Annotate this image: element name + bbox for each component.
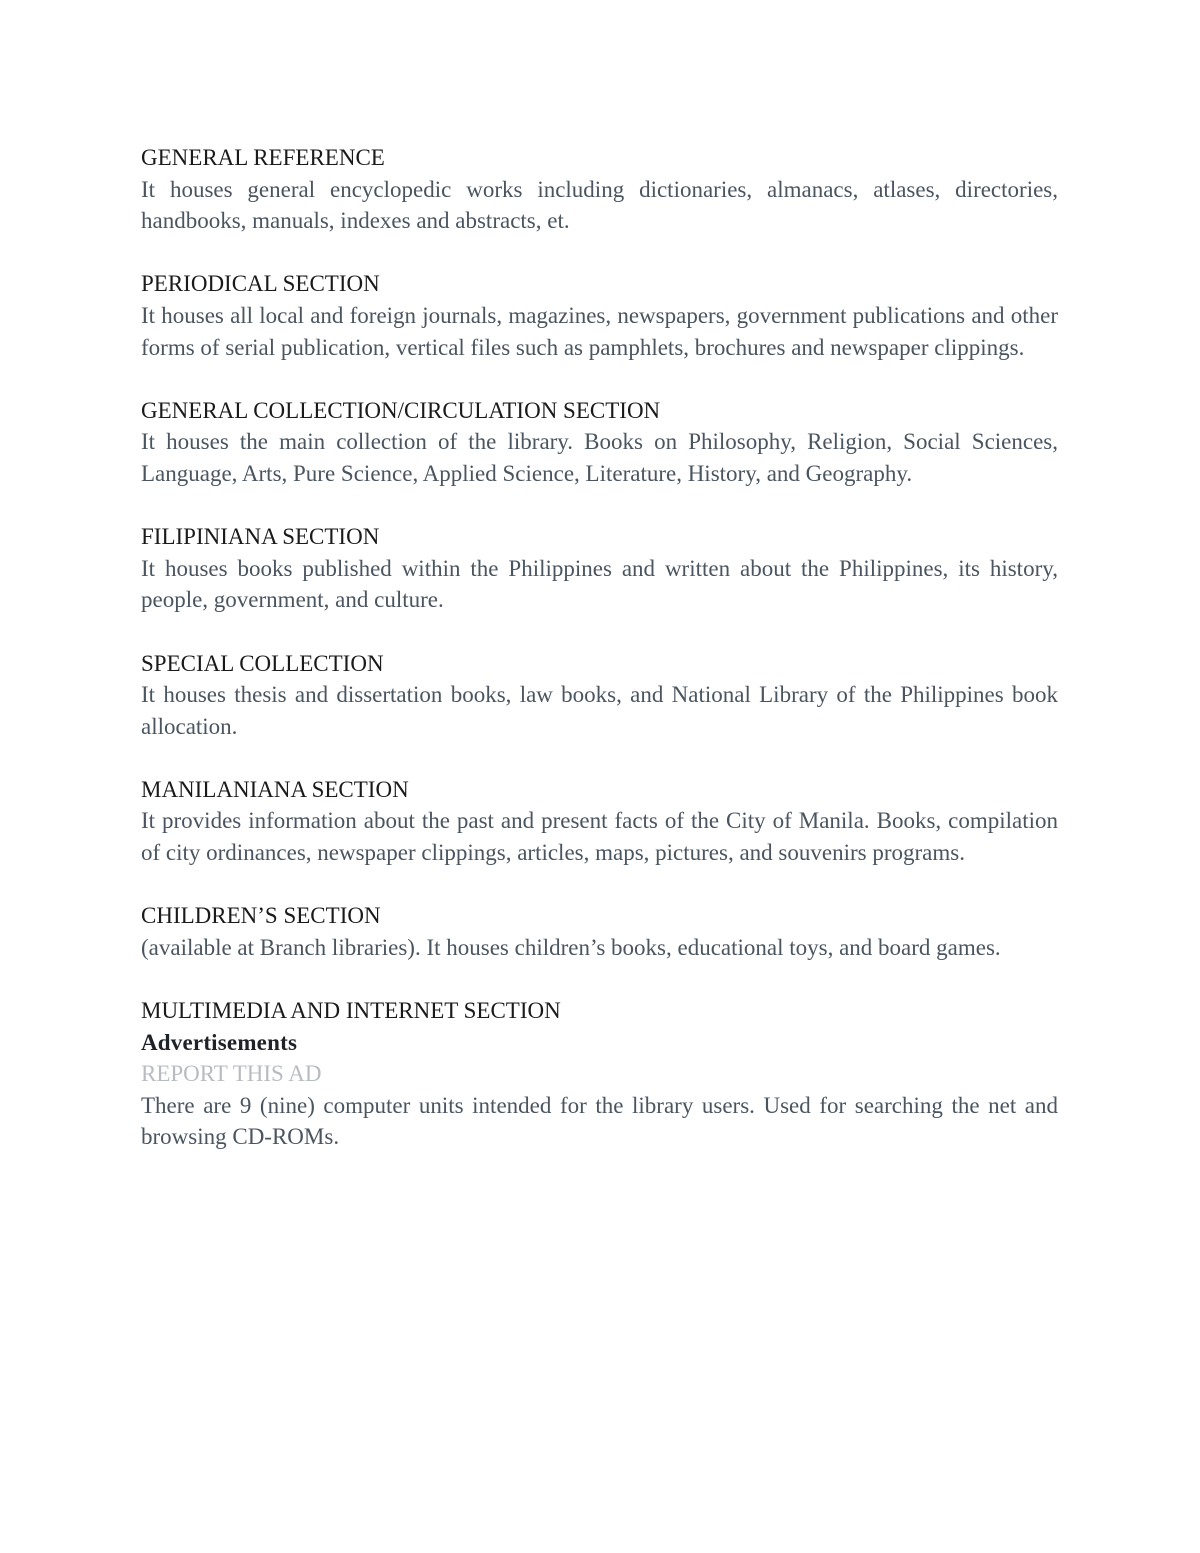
section-text: There are 9 (nine) computer units intended for the library users. Used for searching the net and browsing CD-ROMs. — [141, 1092, 1058, 1150]
report-ad-link[interactable]: REPORT THIS AD — [141, 1061, 322, 1087]
advertisements-label: Advertisements — [141, 1029, 298, 1055]
section-periodical — [141, 268, 1058, 363]
section-heading: PERIODICAL SECTION — [141, 271, 380, 297]
section-text: It houses the main collection of the library. Books on Philosophy, Religion, Social Sciences, Language, Arts, Pure Science, Applied Science, Literature, History, and Geography. — [141, 429, 1058, 486]
section-heading: SPECIAL COLLECTION — [141, 650, 384, 676]
section-manilaniana — [141, 774, 1058, 869]
section-heading: GENERAL COLLECTION/CIRCULATION SECTION — [141, 397, 661, 423]
section-general-collection — [141, 395, 1058, 490]
section-text: It houses general encyclopedic works including dictionaries, almanacs, atlases, directories, handbooks, manuals, indexes and abstracts, et. — [141, 176, 1058, 234]
section-heading: FILIPINIANA SECTION — [141, 524, 380, 550]
section-text: (available at Branch libraries). It houses children’s books, educational toys, and board games. — [141, 934, 1001, 960]
section-general-reference — [141, 142, 1058, 237]
section-heading: CHILDREN’S SECTION — [141, 903, 381, 929]
section-text: It provides information about the past and present facts of the City of Manila. Books, compilation of city ordinances, newspaper clippings, articles, maps, pictures, and souvenirs programs. — [141, 808, 1058, 866]
section-text: It houses books published within the Philippines and written about the Philippines, its history, people, government, and culture. — [141, 555, 1058, 613]
section-heading: MANILANIANA SECTION — [141, 776, 409, 802]
section-multimedia — [141, 995, 1058, 1153]
section-text: It houses all local and foreign journals, magazines, newspapers, government publications and other forms of serial publication, vertical files such as pamphlets, brochures and newspaper clippings. — [141, 302, 1058, 360]
section-heading: GENERAL REFERENCE — [141, 145, 385, 170]
section-text: It houses thesis and dissertation books, law books, and National Library of the Philippines book allocation. — [141, 682, 1058, 739]
section-heading: MULTIMEDIA AND INTERNET SECTION — [141, 998, 561, 1024]
section-filipiniana — [141, 521, 1058, 616]
section-childrens — [141, 900, 1058, 963]
section-special-collection — [141, 648, 1058, 743]
document-page — [141, 142, 1058, 1185]
